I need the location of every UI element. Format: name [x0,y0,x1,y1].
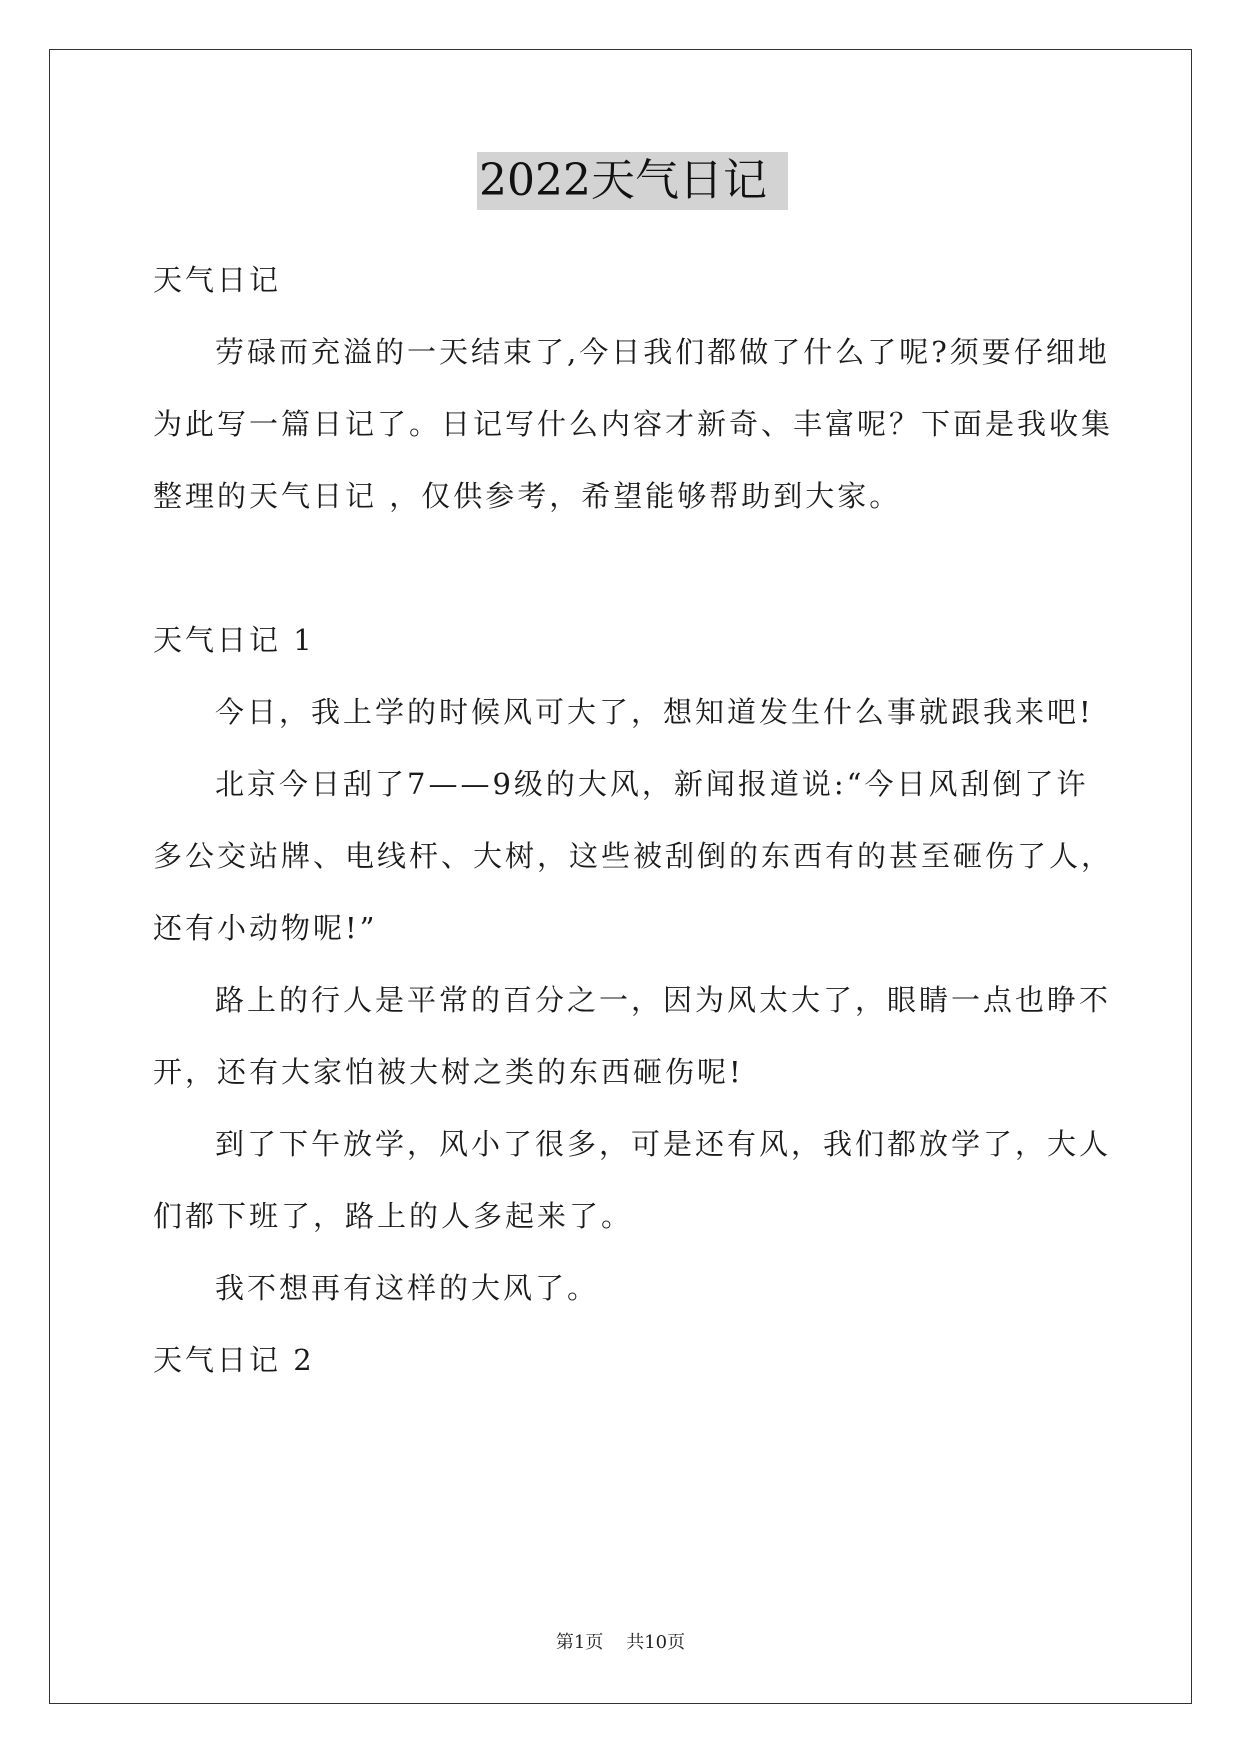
paragraph-line: 我不想再有这样的大风了。 [215,1271,600,1305]
paragraph-line: 今日，我上学的时候风可大了，想知道发生什么事就跟我来吧! [215,695,1094,729]
paragraph-line: 开，还有大家怕被大树之类的东西砸伤呢! [153,1055,744,1089]
page-number-footer: 第1页 共10页 [555,1632,686,1653]
document-title: 2022天气日记 [477,152,788,210]
paragraph-line: 们都下班了，路上的人多起来了。 [153,1199,634,1233]
paragraph-line: 劳碌而充溢的一天结束了,今日我们都做了什么了呢?须要仔细地 [215,335,1110,369]
paragraph-line: 北京今日刮了7——9级的大风，新闻报道说:“今日风刮倒了许 [215,767,1089,801]
paragraph-line: 还有小动物呢!” [153,911,378,945]
paragraph-line: 路上的行人是平常的百分之一，因为风太大了，眼睛一点也睁不 [215,983,1112,1017]
paragraph-line: 为此写一篇日记了。日记写什么内容才新奇、丰富呢？下面是我收集 [153,407,1114,441]
section-heading-intro: 天气日记 [153,263,282,297]
paragraph-line: 多公交站牌、电线杆、大树，这些被刮倒的东西有的甚至砸伤了人， [153,839,1114,873]
paragraph-line: 到了下午放学，风小了很多，可是还有风，我们都放学了，大人 [215,1127,1112,1161]
section-heading-diary-1: 天气日记 1 [153,623,315,657]
section-heading-diary-2: 天气日记 2 [153,1343,315,1377]
paragraph-line: 整理的天气日记 ，仅供参考，希望能够帮助到大家。 [153,479,902,513]
